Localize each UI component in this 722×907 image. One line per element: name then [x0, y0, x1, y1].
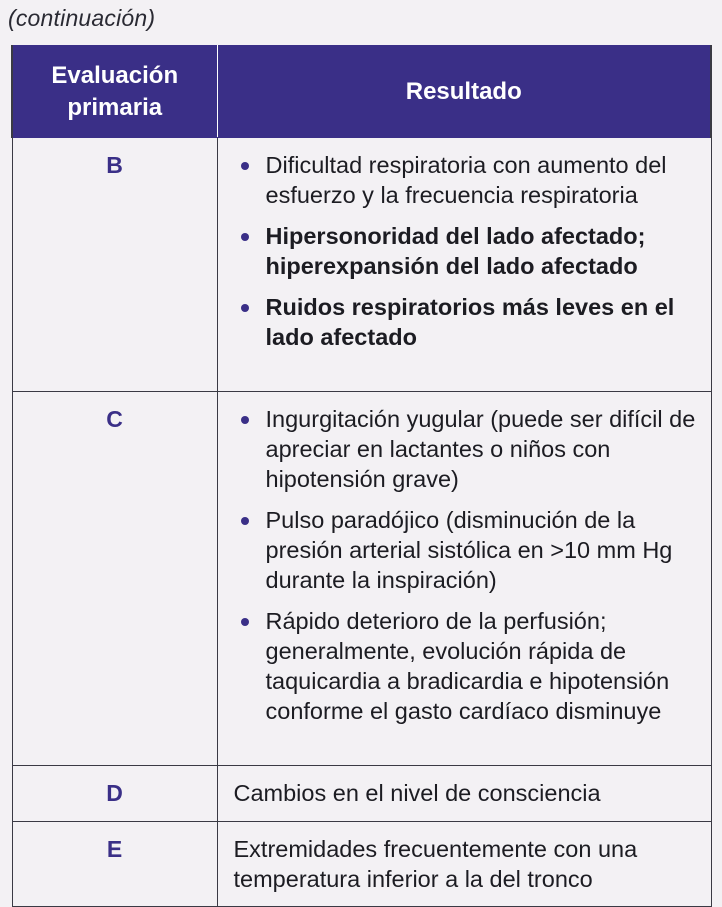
table-row: [12, 766, 711, 822]
list-item: [238, 404, 697, 494]
row-letter: D: [12, 766, 217, 822]
header-primary-evaluation-line1: Evaluación: [51, 61, 179, 89]
row-result: Cambios en el nivel de consciencia: [217, 766, 711, 822]
row-result: [217, 392, 711, 766]
table-row: [12, 822, 711, 907]
bullet-list: [238, 404, 697, 726]
row-letter: E: [12, 822, 217, 907]
row-result: [217, 138, 711, 392]
bullet-icon: [241, 517, 249, 525]
bullet-icon: [241, 233, 249, 241]
header-primary-evaluation-line2: primaria: [67, 93, 163, 121]
list-item-text: Dificultad respiratoria con aumento del esfuerzo y la frecuencia respiratoria: [265, 152, 667, 208]
row-result: Extremidades frecuentemente con una temperatura inferior a la del tronco: [217, 822, 711, 907]
primary-evaluation-table: [11, 45, 712, 907]
list-item-text: Ingurgitación yugular (puede ser difícil de apreciar en lactantes o niños con hipotensión grave): [265, 406, 696, 492]
list-item-text: Hipersonoridad del lado afectado; hiperexpansión del lado afectado: [265, 223, 646, 279]
continuation-caption: (continuación): [8, 5, 156, 31]
row-letter: B: [12, 138, 217, 392]
bullet-icon: [241, 304, 249, 312]
list-item-text: Pulso paradójico (disminución de la presión arterial sistólica en >10 mm Hg durante la inspiración): [265, 507, 673, 593]
table-row: [12, 138, 711, 392]
list-item: [238, 221, 697, 281]
bullet-icon: [241, 618, 249, 626]
list-item-text: Ruidos respiratorios más leves en el lado afectado: [265, 294, 675, 350]
row-letter: C: [12, 392, 217, 766]
list-item: [238, 505, 697, 595]
bullet-list: [238, 150, 697, 352]
list-item: [238, 606, 697, 726]
header-primary-evaluation: [12, 46, 217, 138]
table-header-row: [12, 46, 711, 138]
bullet-icon: [241, 416, 249, 424]
bullet-icon: [241, 162, 249, 170]
list-item: [238, 150, 697, 210]
table-row: [12, 392, 711, 766]
list-item-text: Rápido deterioro de la perfusión; generalmente, evolución rápida de taquicardia a bradicardia e hipotensión conforme el gasto cardíaco disminuye: [265, 608, 670, 724]
list-item: [238, 292, 697, 352]
header-result: Resultado: [217, 46, 711, 138]
